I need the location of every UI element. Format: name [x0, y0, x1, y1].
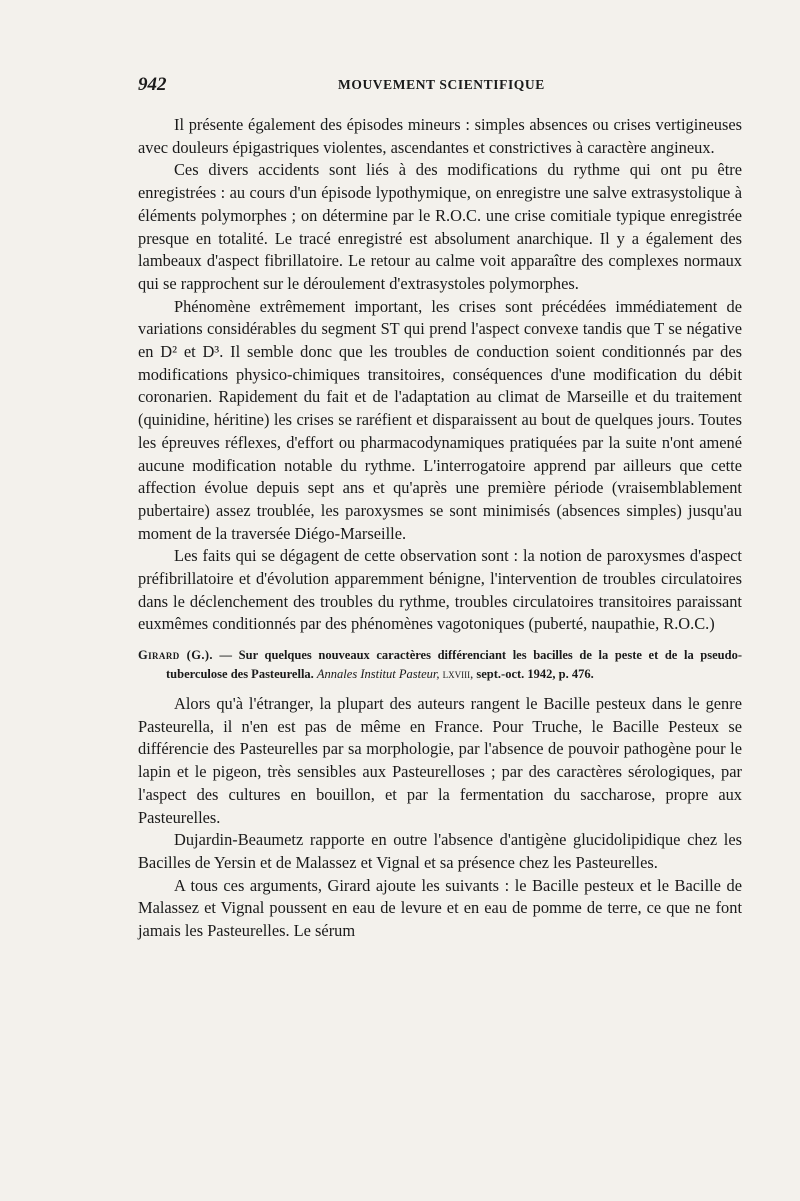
bibliography-date-pages: sept.-oct. 1942, p. 476. — [476, 666, 594, 681]
bibliography-dash: — — [212, 648, 239, 663]
bibliography-author: Girard (G.). — [138, 648, 213, 663]
running-head: MOUVEMENT SCIENTIFIQUE — [338, 77, 545, 92]
paragraph: Ces divers accidents sont liés à des modifications du rythme qui ont pu être enregistrées : au cours d'un épisode lypothymique, on enregistre une salve extrasystolique à éléments polymorphes ; on détermine par le R.O.C. une crise comitiale typique enregistrée presque en totalité. Le tracé enregistré est absolument anarchique. Il y a également des lambeaux d'aspect fibrillatoire. Le retour au calme voit apparaître des complexes normaux qui se rapprochent sur le déroulement d'extrasystoles polymorphes. — [138, 160, 742, 293]
paragraph: A tous ces arguments, Girard ajoute les suivants : le Bacille pesteux et le Bacille de Malassez et Vignal poussent en eau de levure et en eau de pomme de terre, ce que ne font jamais les Pasteurelles. Le sérum — [138, 875, 742, 941]
bibliography-volume: lxviii, — [442, 666, 474, 681]
bibliography-entry — [138, 646, 742, 683]
paragraph: Dujardin-Beaumetz rapporte en outre l'absence d'antigène glucidolipidique chez les Bacilles de Yersin et de Malassez et Vignal et sa présence chez les Pasteurelles. — [138, 830, 742, 872]
page-header — [138, 74, 738, 96]
bibliography-title: Sur quelques nouveaux caractères différenciant les bacilles de la peste et de la pseudo-tuberculose des Pasteurella. — [166, 648, 742, 681]
paragraph: Alors qu'à l'étranger, la plupart des auteurs rangent le Bacille pesteux dans le genre Pasteurella, il n'en est pas de même en France. Pour Truche, le Bacille Pesteux se différencie des Pasteurelles par sa morphologie, par l'absence de pouvoir pathogène pour le lapin et le pigeon, très sensibles aux Pasteurelloses ; par des caractères sérologiques, par l'aspect des cultures en bouillon, et par la fermentation du saccharose, propre aux Pasteurelles. — [138, 693, 742, 827]
paragraph: Il présente également des épisodes mineurs : simples absences ou crises vertigineuses avec douleurs épigastriques violentes, ascendantes et constrictives à caractère angineux. — [138, 115, 742, 157]
paragraph: Les faits qui se dégagent de cette observation sont : la notion de paroxysmes d'aspect préfibrillatoire et d'évolution apparemment bénigne, l'intervention de troubles circulatoires dans le déclenchement des troubles du rythme, troubles circulatoires transitoires paraissant euxmêmes conditionnés par des phénomènes vagotoniques (puberté, naupathie, R.O.C.) — [138, 546, 742, 634]
paragraph: Phénomène extrêmement important, les crises sont précédées immédiatement de variations considérables du segment ST qui prend l'aspect convexe tandis que T se négative en D² et D³. Il semble donc que les troubles de conduction soient conditionnés par des modifications physico-chimiques transitoires, conséquences d'une modification du débit coronarien. Rapidement du fait et de l'adaptation au climat de Marseille et du traitement (quinidine, héritine) les crises se raréfient et disparaissent au bout de quelques jours. Toutes les épreuves réflexes, d'effort ou pharmacodynamiques pratiquées par la suite n'ont amené aucune modification notable du rythme. L'interrogatoire apprend par ailleurs que cette affection évolue depuis sept ans et qu'après une première période (vraisemblablement pubertaire) assez troublée, les paroxysmes se sont minimisés (absences simples) jusqu'au moment de la traversée Diégo-Marseille. — [138, 296, 742, 543]
page-number: 942 — [138, 74, 167, 95]
bibliography-journal: Annales Institut Pasteur, — [316, 666, 440, 681]
body-text — [138, 114, 742, 943]
